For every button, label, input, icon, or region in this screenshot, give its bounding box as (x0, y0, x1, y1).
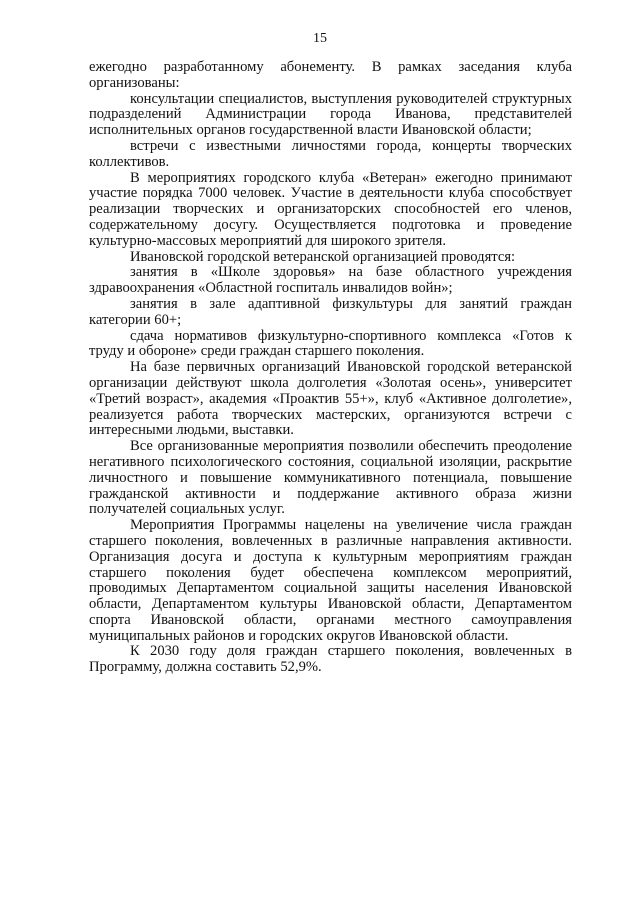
paragraph: Ивановской городской ветеранской организацией проводятся: (130, 248, 516, 265)
paragraph: В мероприятиях городского клуба «Ветеран» ежегодно принимают участие порядка 7000 человек. Участие в деятельности клуба способствует реализации творческих и организаторских способностей его членов, содержательному досугу. Осуществляется подготовка и проведение культурно-массовых мероприятий для широкого зрителя. (89, 169, 572, 249)
paragraph: ежегодно разработанному абонементу. В рамках заседания клуба организованы: (89, 59, 572, 91)
paragraph: К 2030 году доля граждан старшего поколения, вовлеченных в Программу, должна составить 52,9%. (89, 643, 572, 676)
page-number: 15 (313, 31, 327, 46)
paragraph: сдача нормативов физкультурно-спортивного комплекса «Готов к труду и обороне» среди граждан старшего поколения. (89, 327, 572, 360)
paragraph: На базе первичных организаций Ивановской городской ветеранской организации действуют школа долголетия «Золотая осень», университет «Третий возраст», академия «Проактив 55+», клуб «Активное долголетие», реализуется работа творческих мастерских, организуются встречи с интересными людьми, выставки. (89, 359, 572, 439)
paragraph: консультации специалистов, выступления руководителей структурных подразделений Администрации города Иванова, представителей исполнительных органов государственной власти Ивановской области; (89, 90, 572, 139)
paragraph: Мероприятия Программы нацелены на увеличение числа граждан старшего поколения, вовлеченных в различные направления активности. Организация досуга и доступа к культурным мероприятиям граждан старшего поколения будет обеспечена комплексом мероприятий, проводимых Департаментом социальной защиты населения Ивановской области, Департаментом культуры Ивановской области, Департаментом спорта Ивановской области, органами местного самоуправления муниципальных районов и городских округов Ивановской области. (89, 517, 572, 644)
paragraph: занятия в «Школе здоровья» на базе областного учреждения здравоохранения «Областной госпиталь инвалидов войн»; (89, 264, 572, 297)
paragraph: Все организованные мероприятия позволили обеспечить преодоление негативного психологического состояния, социальной изоляции, раскрытие личностного и повышение коммуникативного потенциала, повышение гражданской активности и поддержание активного образа жизни получателей социальных услуг. (89, 438, 572, 518)
paragraph: занятия в зале адаптивной физкультуры для занятий граждан категории 60+; (89, 295, 572, 328)
paragraph: встречи с известными личностями города, концерты творческих коллективов. (89, 137, 572, 170)
document-body (89, 60, 572, 676)
